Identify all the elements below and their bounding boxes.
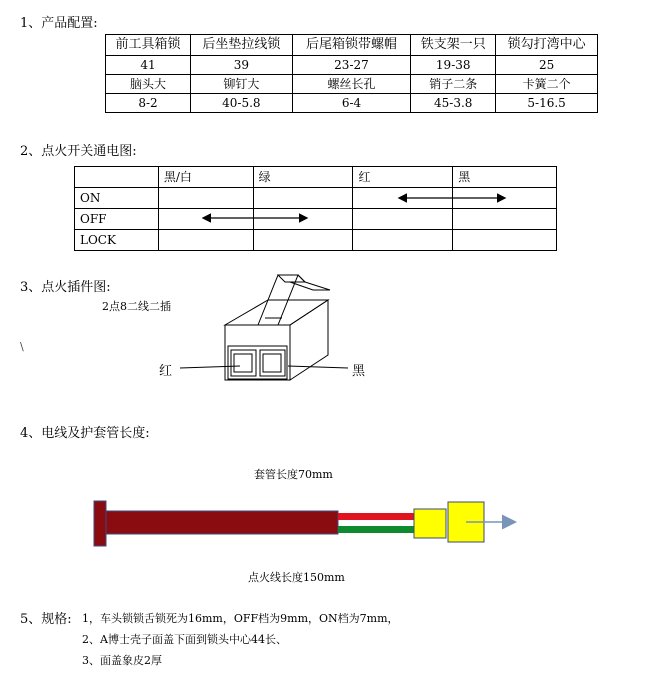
table-cell: 卡簧二个	[496, 75, 598, 94]
section1-heading: 1、产品配置:	[20, 16, 98, 31]
table-cell: 锁勾打湾中心	[496, 35, 598, 56]
table-cell: 销子二条	[411, 75, 496, 94]
table-cell: 45-3.8	[411, 94, 496, 113]
row-label-off: OFF	[75, 209, 159, 230]
section3-heading: 3、点火插件图:	[20, 280, 111, 295]
connector-left	[414, 509, 446, 538]
table-header-cell: 绿	[253, 167, 353, 188]
row-label-on: ON	[75, 188, 159, 209]
label-black: 黑	[352, 364, 366, 379]
table-header-cell: 黑/白	[158, 167, 253, 188]
label-red: 红	[159, 364, 173, 379]
table-cell: 19-38	[411, 56, 496, 75]
wire-end-cap	[94, 501, 106, 546]
section2-heading: 2、点火开关通电图:	[20, 144, 137, 159]
table-cell: 40-5.8	[191, 94, 293, 113]
spec-item-3: 3、面盖象皮2厚	[82, 654, 162, 667]
sleeve-tube	[106, 511, 338, 534]
table-header-cell: 黑	[453, 167, 557, 188]
table-cell: 后坐垫拉线锁	[191, 35, 293, 56]
table-cell: 5-16.5	[496, 94, 598, 113]
table-cell: 螺丝长孔	[292, 75, 410, 94]
table-cell: 23-27	[292, 56, 410, 75]
table-cell: 39	[191, 56, 293, 75]
wire-diagram	[0, 490, 651, 560]
row-label-lock: LOCK	[75, 230, 159, 251]
spec-item-1: 1，车头锁锁舌锁死为16mm，OFF档为9mm，ON档为7mm，	[82, 612, 399, 625]
table-cell: 前工具箱锁	[106, 35, 191, 56]
table-cell: 后尾箱锁带螺帽	[292, 35, 410, 56]
section4-heading: 4、电线及护套管长度:	[20, 426, 150, 441]
table-cell: 铁支架一只	[411, 35, 496, 56]
table-header-cell: 红	[353, 167, 453, 188]
section5-heading: 5、规格:	[20, 612, 72, 627]
table-cell: 铆钉大	[191, 75, 293, 94]
table-cell: 41	[106, 56, 191, 75]
table-cell: 脑头大	[106, 75, 191, 94]
wire-length-label: 点火线长度150mm	[248, 571, 345, 584]
green-wire	[338, 526, 416, 533]
plug-subtitle: 2点8二线二插	[102, 300, 171, 313]
connection-arrows	[0, 0, 651, 260]
spec-item-2: 2、A博士壳子面盖下面到锁头中心44长、	[82, 633, 287, 646]
table-cell: 8-2	[106, 94, 191, 113]
table-cell: 25	[496, 56, 598, 75]
plug-drawing	[170, 270, 360, 390]
table-cell: 6-4	[292, 94, 410, 113]
red-wire	[338, 513, 416, 520]
stray-mark: \	[20, 340, 24, 353]
sleeve-length-label: 套管长度70mm	[254, 468, 333, 481]
